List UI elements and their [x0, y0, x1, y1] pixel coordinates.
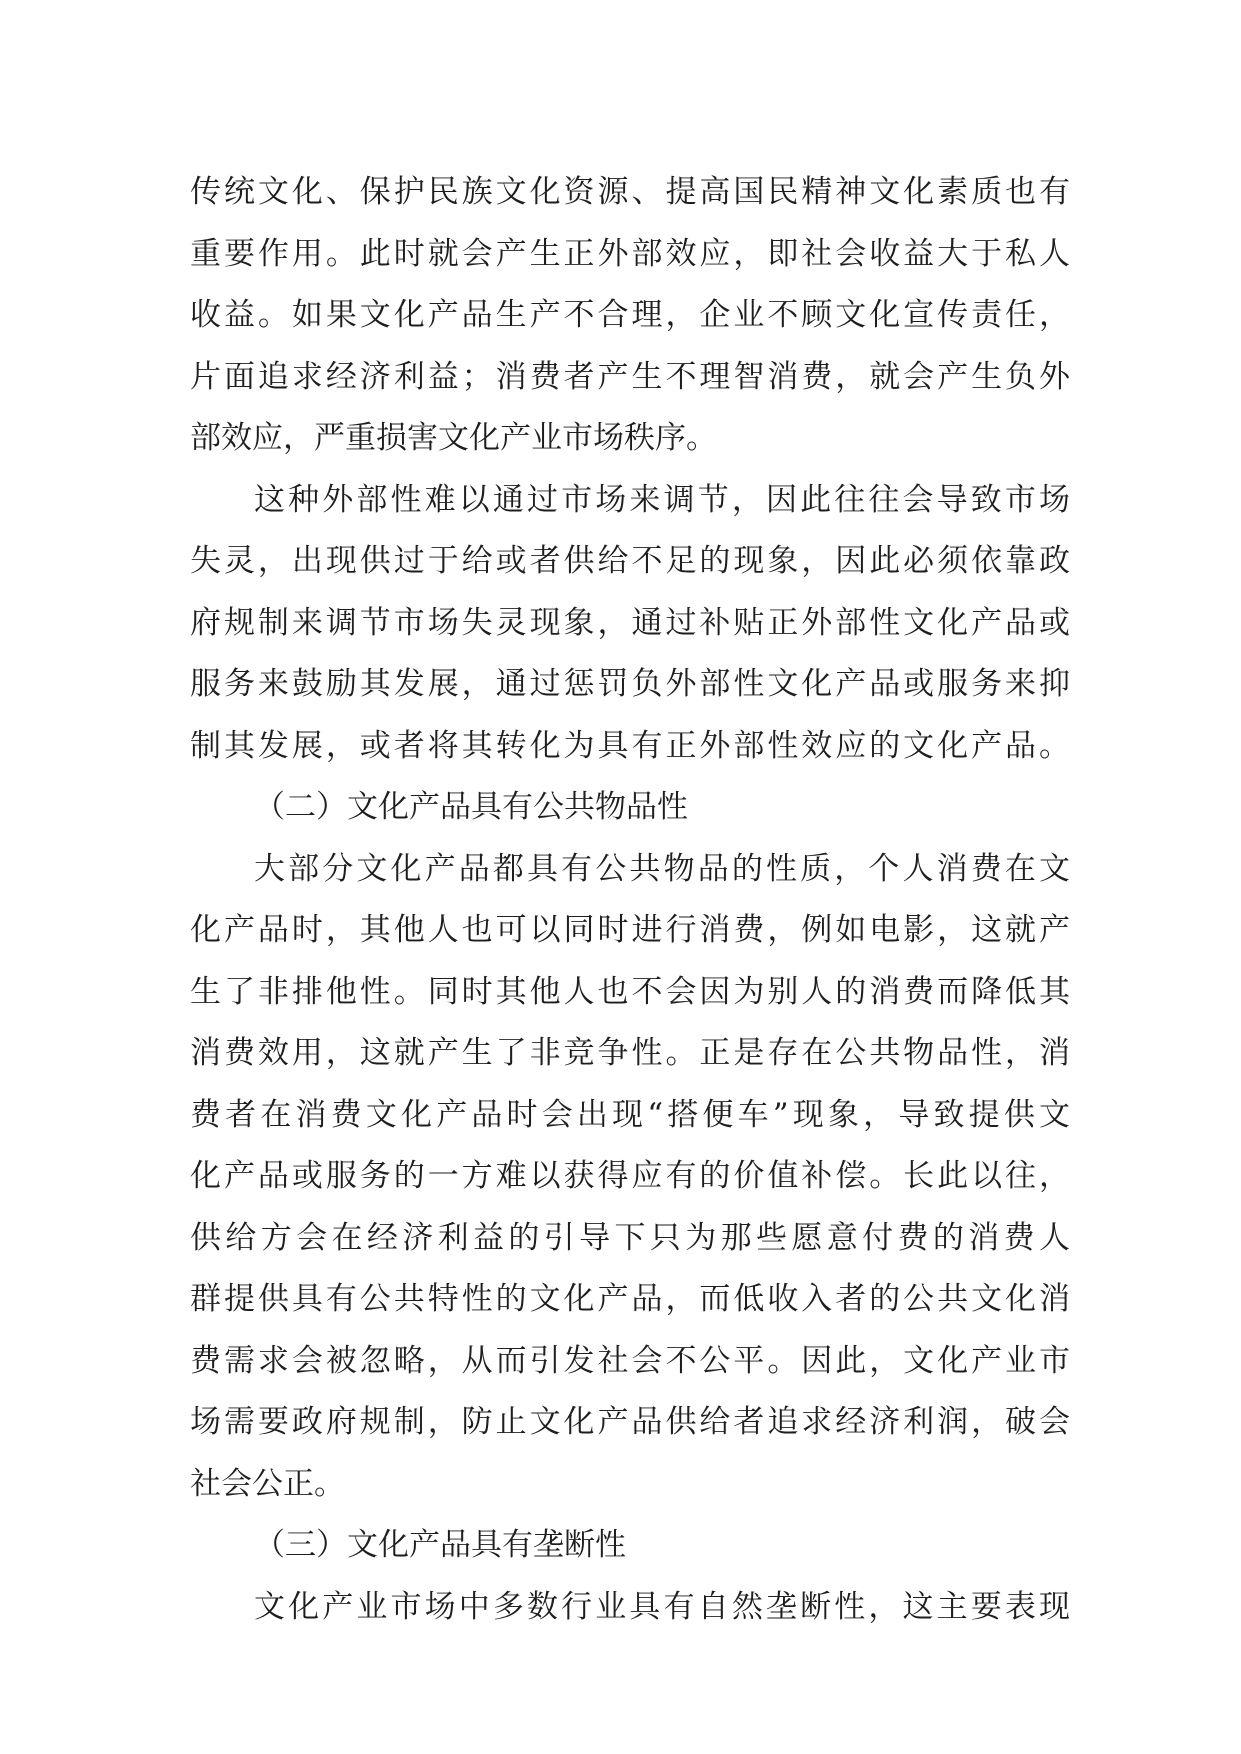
text-line: 群提供具有公共特性的文化产品，而低收入者的公共文化消: [190, 1281, 1070, 1317]
text-line: 府规制来调节市场失灵现象，通过补贴正外部性文化产品或: [190, 604, 1070, 641]
text-line: 社会公正。: [190, 1465, 345, 1502]
text-line: 化产品或服务的一方难以获得应有的价值补偿。长此以往，: [190, 1158, 1070, 1194]
paragraph-first-line: 大部分文化产品都具有公共物品的性质，个人消费在文: [254, 850, 1070, 887]
text-line: 费者在消费文化产品时会出现“搭便车”现象，导致提供文: [190, 1096, 1070, 1133]
paragraph-first-line: 这种外部性难以通过市场来调节，因此往往会导致市场: [254, 481, 1070, 518]
text-line: 重要作用。此时就会产生正外部效应，即社会收益大于私人: [190, 235, 1070, 272]
text-line: 费需求会被忽略，从而引发社会不公平。因此，文化产业市: [190, 1342, 1070, 1379]
text-line: 失灵，出现供过于给或者供给不足的现象，因此必须依靠政: [190, 543, 1070, 579]
text-line: 生了非排他性。同时其他人也不会因为别人的消费而降低其: [190, 973, 1070, 1010]
text-line: 消费效用，这就产生了非竞争性。正是存在公共物品性，消: [190, 1035, 1070, 1071]
text-line: 供给方会在经济利益的引导下只为那些愿意付费的消费人: [190, 1219, 1070, 1256]
section-heading: （三）文化产品具有垄断性: [254, 1527, 626, 1563]
text-line: 化产品时，其他人也可以同时进行消费，例如电影，这就产: [190, 912, 1070, 948]
section-heading: （二）文化产品具有公共物品性: [254, 789, 688, 825]
body-text: [190, 162, 1070, 1638]
text-line: 服务来鼓励其发展，通过惩罚负外部性文化产品或服务来抑: [190, 666, 1070, 702]
text-line: 片面追求经济利益；消费者产生不理智消费，就会产生负外: [190, 358, 1070, 395]
text-line: 传统文化、保护民族文化资源、提高国民精神文化素质也有: [190, 174, 1070, 210]
text-line: 制其发展，或者将其转化为具有正外部性效应的文化产品。: [190, 727, 1070, 764]
text-line: 收益。如果文化产品生产不合理，企业不顾文化宣传责任，: [190, 297, 1070, 333]
paragraph-first-line: 文化产业市场中多数行业具有自然垄断性，这主要表现: [254, 1588, 1070, 1625]
text-line: 部效应，严重损害文化产业市场秩序。: [190, 420, 717, 456]
text-line: 场需要政府规制，防止文化产品供给者追求经济利润，破会: [190, 1404, 1070, 1440]
